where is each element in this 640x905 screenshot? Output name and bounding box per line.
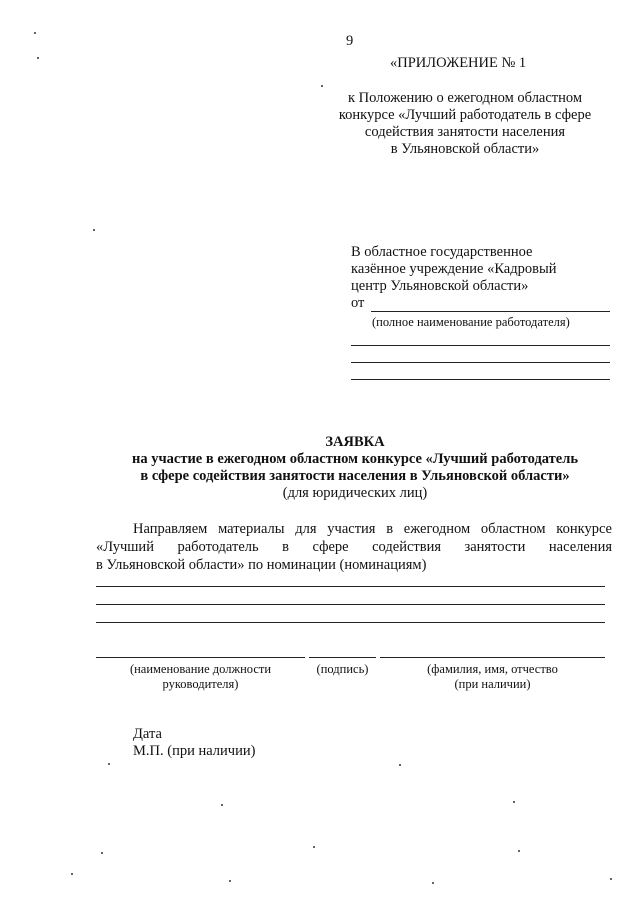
addressee-line: центр Ульяновской области» <box>351 278 529 294</box>
scan-speck <box>313 846 315 848</box>
body-line-2 <box>96 539 612 556</box>
appendix-reference <box>320 90 610 158</box>
nomination-line <box>96 586 605 587</box>
employer-name-line <box>371 311 610 312</box>
appendix-line: к Положению о ежегодном областном <box>347 90 583 106</box>
scan-speck <box>93 229 95 231</box>
seal-label: М.П. (при наличии) <box>133 743 256 759</box>
application-title: ЗАЯВКА <box>325 434 385 450</box>
application-title-block <box>0 434 640 502</box>
employer-name-caption: (полное наименование работодателя) <box>372 315 570 329</box>
blank-line <box>351 345 610 346</box>
addressee-block <box>351 244 556 312</box>
appendix-line: конкурсе «Лучший работодатель в сфере <box>338 107 592 123</box>
position-line <box>96 657 305 658</box>
position-caption-line: (наименование должности <box>129 662 272 676</box>
nomination-line <box>96 622 605 623</box>
scan-speck <box>321 85 323 87</box>
nomination-line <box>96 604 605 605</box>
scan-speck <box>399 764 401 766</box>
body-line-text: «Лучший работодатель в сфере содействия занятости населения <box>96 539 612 555</box>
appendix-line: в Ульяновской области» <box>390 141 540 157</box>
full-name-caption-line: (при наличии) <box>454 677 531 691</box>
scan-speck <box>37 57 39 59</box>
signature-caption: (подпись) <box>316 662 369 676</box>
scan-speck <box>610 878 612 880</box>
appendix-line: содействия занятости населения <box>364 124 566 140</box>
scan-speck <box>229 880 231 882</box>
scan-speck <box>518 850 520 852</box>
position-caption-line: руководителя) <box>162 677 239 691</box>
from-label: от <box>351 295 365 311</box>
body-line-3: в Ульяновской области» по номинации (номинациям) <box>96 557 427 573</box>
body-line-text: Направляем материалы для участия в ежегодном областном конкурсе <box>133 521 612 537</box>
full-name-line <box>380 657 605 658</box>
addressee-line: казённое учреждение «Кадровый <box>351 261 557 277</box>
page-number: 9 <box>346 33 354 49</box>
application-subtitle-note: (для юридических лиц) <box>282 485 428 501</box>
application-subtitle-line: в сфере содействия занятости населения в Ульяновской области» <box>140 468 570 484</box>
addressee-line: В областное государственное <box>351 244 533 260</box>
blank-line <box>351 379 610 380</box>
signature-line <box>309 657 376 658</box>
scan-speck <box>34 32 36 34</box>
blank-line <box>351 362 610 363</box>
body-line-1 <box>133 521 612 538</box>
full-name-caption <box>380 662 605 692</box>
scan-speck <box>71 873 73 875</box>
position-caption <box>96 662 305 692</box>
scan-speck <box>513 801 515 803</box>
scan-speck <box>432 882 434 884</box>
scan-speck <box>108 763 110 765</box>
date-label: Дата <box>133 726 162 742</box>
application-subtitle-line: на участие в ежегодном областном конкурсе «Лучший работодатель <box>131 451 579 467</box>
scan-speck <box>221 804 223 806</box>
scan-speck <box>101 852 103 854</box>
appendix-title: «ПРИЛОЖЕНИЕ № 1 <box>390 55 527 71</box>
full-name-caption-line: (фамилия, имя, отчество <box>427 662 558 676</box>
